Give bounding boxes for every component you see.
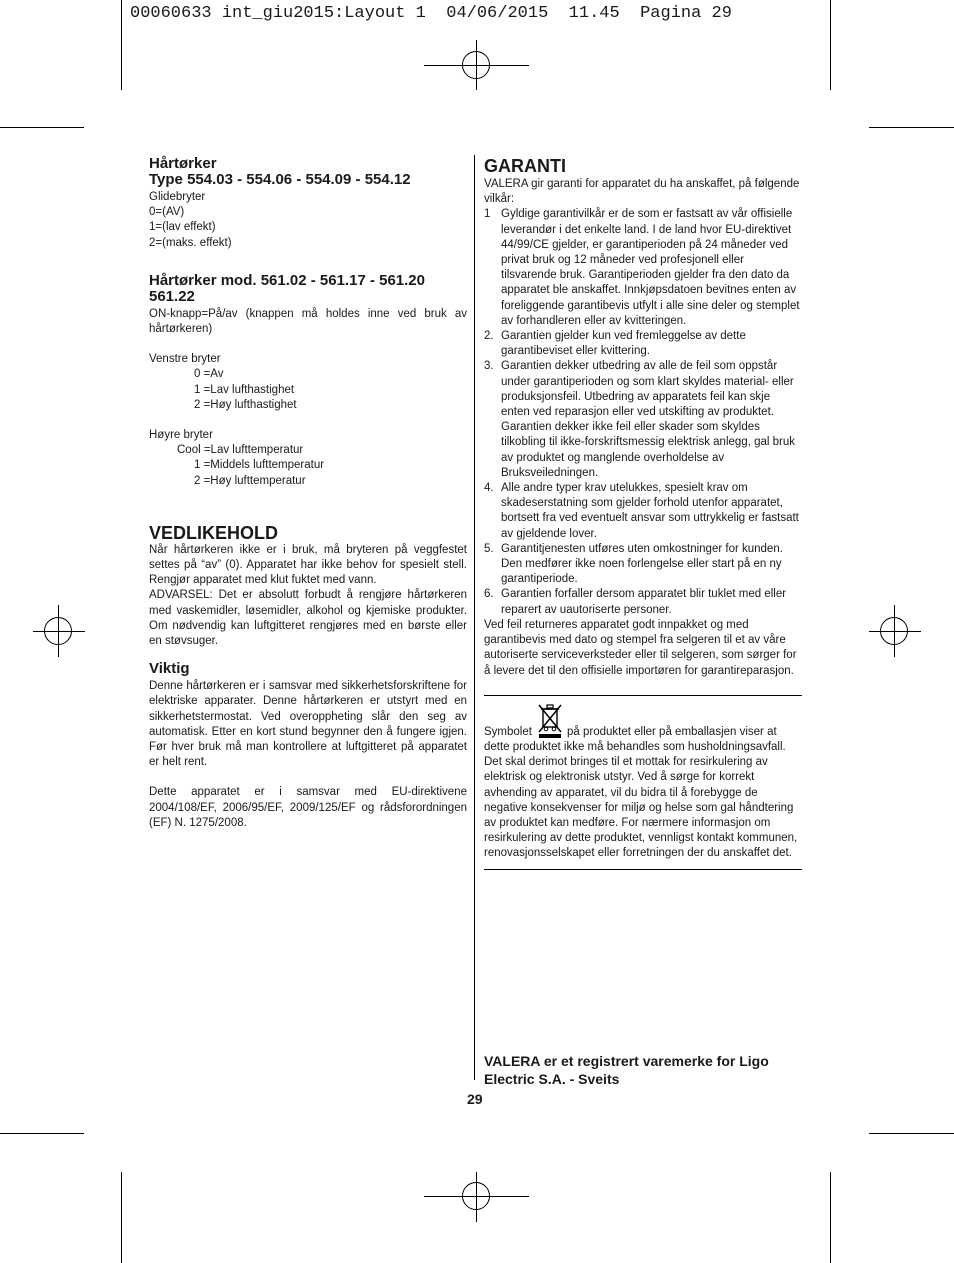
left-switch-item: 2 =Høy lufthastighet — [194, 398, 297, 411]
left-switch-item: 1 =Lav lufthastighet — [194, 383, 295, 396]
section-title-continued: 561.22 — [149, 287, 195, 305]
divider-top — [484, 695, 802, 696]
right-switch-item: 2 =Høy lufttemperatur — [194, 474, 306, 487]
text-line: 0=(AV) — [149, 206, 185, 219]
symbol-word: Symbolet — [484, 726, 532, 738]
left-column — [149, 156, 467, 831]
divider-bottom — [484, 869, 802, 870]
section-hairdryer-model — [149, 273, 467, 489]
symbol-description: på produktet eller på emballasjen viser at — [567, 726, 777, 738]
on-button-text: ON-knapp=På/av (knappen må holdes inne ved bruk av hårtørkeren) — [149, 307, 467, 336]
guarantee-intro: VALERA gir garanti for apparatet du ha anskaffet, på følgende vilkår: — [484, 178, 800, 206]
section-hairdryer-type — [149, 156, 467, 251]
section-title: VEDLIKEHOLD — [149, 522, 279, 543]
section-title: Hårtørker — [149, 155, 217, 172]
important-paragraph: Denne hårtørkeren er i samsvar med sikkerhetsforskriftene for elektriske apparater. Denne hårtørkeren er utstyrt med en sikkerhetstermostat. Ved overoppheting slår den seg av automatisk. Etter en kort stund begynner den å fungere igjen. Før hver bruk må man kontrollere at luftgitteret på apparatet er helt rent. — [149, 680, 467, 769]
list-item: 1 Gyldige garantivilkår er de som er fastsatt av vår offisielle leverandør i det enkelte land. I de land hvor EU-direktivet 44/99/CE gjelder, er garantiperioden på 24 måneder ved privat bruk og 12 måneder ved profesjonell eller tilsvarende bruk. Garantiperioden gjelder fra den dato da apparatet ble anskaffet. Innkjøpsdatoen bevitnes enten av foreliggende garantibevis utfylt i alle sine deler og stemplet av forhandleren eller av kvitteringen. — [484, 208, 800, 327]
section-subtitle: Type 554.03 - 554.06 - 554.09 - 554.12 — [149, 171, 411, 188]
text-line: 1=(lav effekt) — [149, 221, 216, 234]
section-important — [149, 661, 467, 831]
trademark-text: VALERA er et registrert varemerke for Ligo Electric S.A. - Sveits — [484, 1053, 769, 1087]
left-switch-item: 0 =Av — [194, 368, 224, 381]
right-switch-item: 1 =Middels lufttemperatur — [194, 459, 325, 472]
slug-line: 00060633 int_giu2015:Layout 1 04/06/2015 11.45 Pagina 29 — [130, 4, 732, 23]
list-item: 4. Alle andre typer krav utelukkes, spesielt krav om skadeserstatning som gjelder forhold utenfor apparatet, bortsett fra ved eventuelt ansvar som uttrykkelig er fastsatt av gjeldende lover. — [484, 482, 799, 540]
list-item: 3. Garantien dekker utbedring av alle de feil som oppstår under garantiperioden og som klart skyldes material- eller produksjonsfeil. Utbedring av apparatets feil kan skje enten ved reparasjon eller ved utskifting av produktet. Garantien dekker ikke feil eller skader som skyldes tilkobling til ikke-forskriftsmessig elektrisk anlegg, gal bruk av produktet og manglende overholdelse av Bruksveiledningen. — [484, 360, 795, 479]
maintenance-warning: ADVARSEL: Det er absolutt forbudt å rengjøre hårtørkeren med vaskemidler, løsemidler, alkohol og kjemiske produkter. Om nødvendig kan luftgitteret rengjøres med en børste eller en støvsuger. — [149, 589, 467, 648]
right-switch-label: Høyre bryter — [149, 429, 213, 442]
guarantee-list — [484, 207, 802, 617]
section-maintenance — [149, 523, 467, 649]
section-title: Hårtørker mod. 561.02 - 561.17 - 561.20 — [149, 271, 425, 289]
page-number: 29 — [467, 1091, 483, 1107]
guarantee-outro: Ved feil returneres apparatet godt innpakket og med garantibevis med dato og stempel fra selgeren til et av våre autoriserte serviceverksteder eller til selgeren, som sørger for å levere det til den offisielle importøren for garantireparasjon. — [484, 618, 797, 677]
list-item: 2. Garantien gjelder kun ved fremleggelse av dette garantibeviset eller kvittering. — [484, 330, 746, 358]
left-switch-label: Venstre bryter — [149, 353, 221, 366]
list-item: 6. Garantien forfaller dersom apparatet blir tuklet med eller reparert av uautoriserte personer. — [484, 588, 787, 616]
section-title: Viktig — [149, 660, 190, 678]
guarantee-title: GARANTI — [484, 156, 566, 176]
list-item: 5. Garantitjenesten utføres uten omkostninger for kunden. Den medfører ikke noen forlengelse eller start på en ny garantiperiode. — [484, 542, 783, 586]
recycling-text: dette produktet ikke må behandles som husholdningsavfall. Det skal derimot bringes til et mottak for resirkulering av elektrisk og elektronisk utstyr. Ved å sørge for korrekt avhending av apparatet, vil du bidra til å forebygge de negative konsekvenser for miljø og helse som gal håndtering av produktet kan medføre. For nærmere informasjon om resirkulering av dette produktet, vennligst kontakt kommunen, renovasjonsselskapet eller forretningen der du anskaffet det. — [484, 741, 798, 860]
column-separator — [474, 155, 475, 1080]
right-switch-item: Cool =Lav lufttemperatur — [177, 444, 304, 457]
maintenance-paragraph: Når hårtørkeren ikke er i bruk, må bryteren på veggfestet settes på “av” (0). Apparatet har ikke behov for spesielt stell. Rengjør apparatet med klut fuktet med vann. — [149, 543, 467, 587]
recycling-block — [484, 703, 802, 862]
right-column — [484, 156, 802, 679]
text-line: Glidebryter — [149, 191, 206, 203]
directive-paragraph: Dette apparatet er i samsvar med EU-direktivene 2004/108/EF, 2006/95/EF, 2009/125/EF og rådsforordningen (EF) N. 1275/2008. — [149, 786, 467, 829]
crossed-bin-icon — [538, 703, 562, 744]
text-line: 2=(maks. effekt) — [149, 236, 232, 249]
